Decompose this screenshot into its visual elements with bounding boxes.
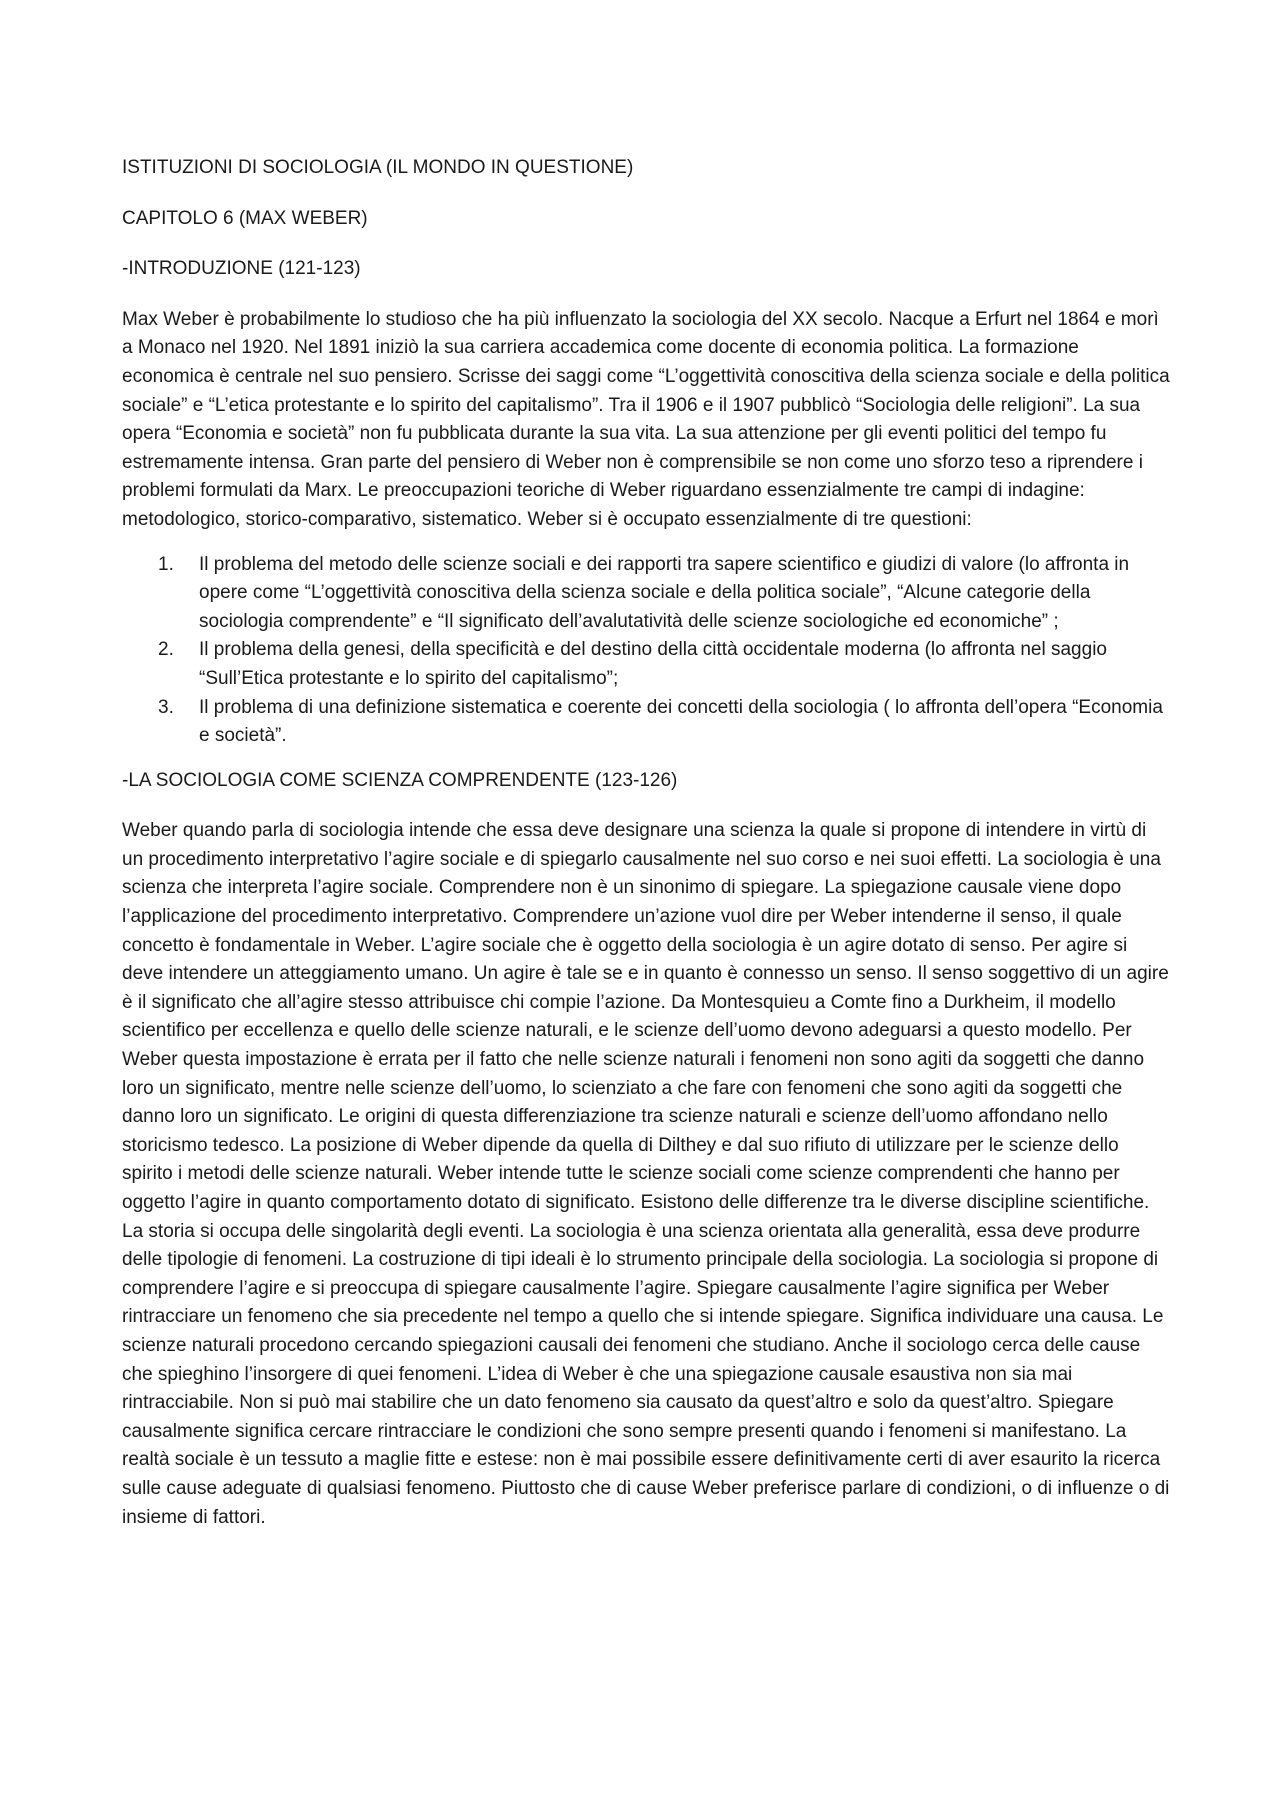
- chapter-heading: CAPITOLO 6 (MAX WEBER): [122, 207, 368, 229]
- paragraph-sociologia-comprendente: Weber quando parla di sociologia intende che essa deve designare una scienza la quale si propone di intendere in virtù di un procedimento interpretativo l’agire sociale e di spiegarlo causalmente nel suo corso e nei suoi effetti. La sociologia è una scienza che interpreta l’agire sociale. Comprendere non è un sinonimo di spiegare. La spiegazione causale viene dopo l’applicazione del procedimento interpretativo. Comprendere un’azione vuol dire per Weber intenderne il senso, il quale concetto è fondamentale in Weber. L’agire sociale che è oggetto della sociologia è un agire dotato di senso. Per agire si deve intendere un atteggiamento umano. Un agire è tale se e in quanto è connesso un senso. Il senso soggettivo di un agire è il significato che all’agire stesso attribuisce chi compie l’azione. Da Montesquieu a Comte fino a Durkheim, il modello scientifico per eccellenza e quello delle scienze naturali, e le scienze dell’uomo devono adeguarsi a questo modello. Per Weber questa impostazione è errata per il fatto che nelle scienze naturali i fenomeni non sono agiti da soggetti che danno loro un significato, mentre nelle scienze dell’uomo, lo scienziato a che fare con fenomeni che sono agiti da soggetti che danno loro un significato. Le origini di questa differenziazione tra scienze naturali e scienze dell’uomo affondano nello storicismo tedesco. La posizione di Weber dipende da quella di Dilthey e dal suo rifiuto di utilizzare per le scienze dello spirito i metodi delle scienze naturali. Weber intende tutte le scienze sociali come scienze comprendenti che hanno per oggetto l’agire in quanto comportamento dotato di significato. Esistono delle differenze tra le diverse discipline scientifiche. La storia si occupa delle singolarità degli eventi. La sociologia è una scienza orientata alla generalità, essa deve produrre delle tipologie di fenomeni. La costruzione di tipi ideali è lo strumento principale della sociologia. La sociologia si propone di comprendere l’agire e si preoccupa di spiegare causalmente l’agire. Spiegare causalmente l’agire significa per Weber rintracciare un fenomeno che sia precedente nel tempo a quello che si intende spiegare. Significa individuare una causa. Le scienze naturali procedono cercando spiegazioni causali dei fenomeni che studiano. Anche il sociologo cerca delle cause che spieghino l’insorgere di quei fenomeni. L’idea di Weber è che una spiegazione causale esaustiva non sia mai rintracciabile. Non si può mai stabilire che un dato fenomeno sia causato da quest’altro e solo da quest’altro. Spiegare causalmente significa cercare rintracciare le condizioni che sono sempre presenti quando i fenomeni si manifestano. La realtà sociale è un tessuto a maglie fitte e estese: non è mai possibile essere definitivamente certi di aver esaurito la ricerca sulle cause adeguate di qualsiasi fenomeno. Piuttosto che di cause Weber preferisce parlare di condizioni, o di influenze o di insieme di fattori.: [122, 820, 1170, 1528]
- document-title: ISTITUZIONI DI SOCIOLOGIA (IL MONDO IN QUESTIONE): [122, 157, 634, 178]
- list-item: [122, 694, 1172, 751]
- section-heading-introduzione: -INTRODUZIONE (121-123): [122, 258, 361, 280]
- numbered-list: [122, 551, 1172, 751]
- list-item-text: Il problema della genesi, della specificità e del destino della città occidentale moderna (lo affronta nel saggio “Sull’Etica protestante e lo spirito del capitalismo”;: [199, 639, 1107, 689]
- list-item-number: 1.: [158, 553, 174, 575]
- list-item-text: Il problema del metodo delle scienze sociali e dei rapporti tra sapere scientifico e giudizi di valore (lo affronta in opere come “L’oggettività conoscitiva della scienza sociale e della politica sociale”, “Alcune categorie della sociologia comprendente” e “Il significato dell’avalutatività delle scienze sociologiche ed economiche” ;: [199, 553, 1130, 632]
- list-item: [122, 636, 1172, 693]
- list-item-text: Il problema di una definizione sistematica e coerente dei concetti della sociologia ( lo affronta dell’opera “Economia e società”.: [199, 696, 1163, 747]
- paragraph-introduzione: Max Weber è probabilmente lo studioso che ha più influenzato la sociologia del XX secolo. Nacque a Erfurt nel 1864 e morì a Monaco nel 1920. Nel 1891 iniziò la sua carriera accademica come docente di economia politica. La formazione economica è centrale nel suo pensiero. Scrisse dei saggi come “L’oggettività conoscitiva della scienza sociale e della politica sociale” e “L’etica protestante e lo spirito del capitalismo”. Tra il 1906 e il 1907 pubblicò “Sociologia delle religioni”. La sua opera “Economia e società” non fu pubblicata durante la sua vita. La sua attenzione per gli eventi politici del tempo fu estremamente intensa. Gran parte del pensiero di Weber non è comprensibile se non come uno sforzo teso a riprendere i problemi formulati da Marx. Le preoccupazioni teoriche di Weber riguardano essenzialmente tre campi di indagine: metodologico, storico-comparativo, sistematico. Weber si è occupato essenzialmente di tre questioni:: [122, 308, 1170, 530]
- document-page: [122, 154, 1172, 1548]
- list-item-number: 2.: [158, 639, 174, 661]
- list-item-number: 3.: [158, 696, 174, 718]
- section-heading-sociologia-comprendente: -LA SOCIOLOGIA COME SCIENZA COMPRENDENTE (123-126): [122, 769, 678, 791]
- list-item: [122, 551, 1172, 637]
